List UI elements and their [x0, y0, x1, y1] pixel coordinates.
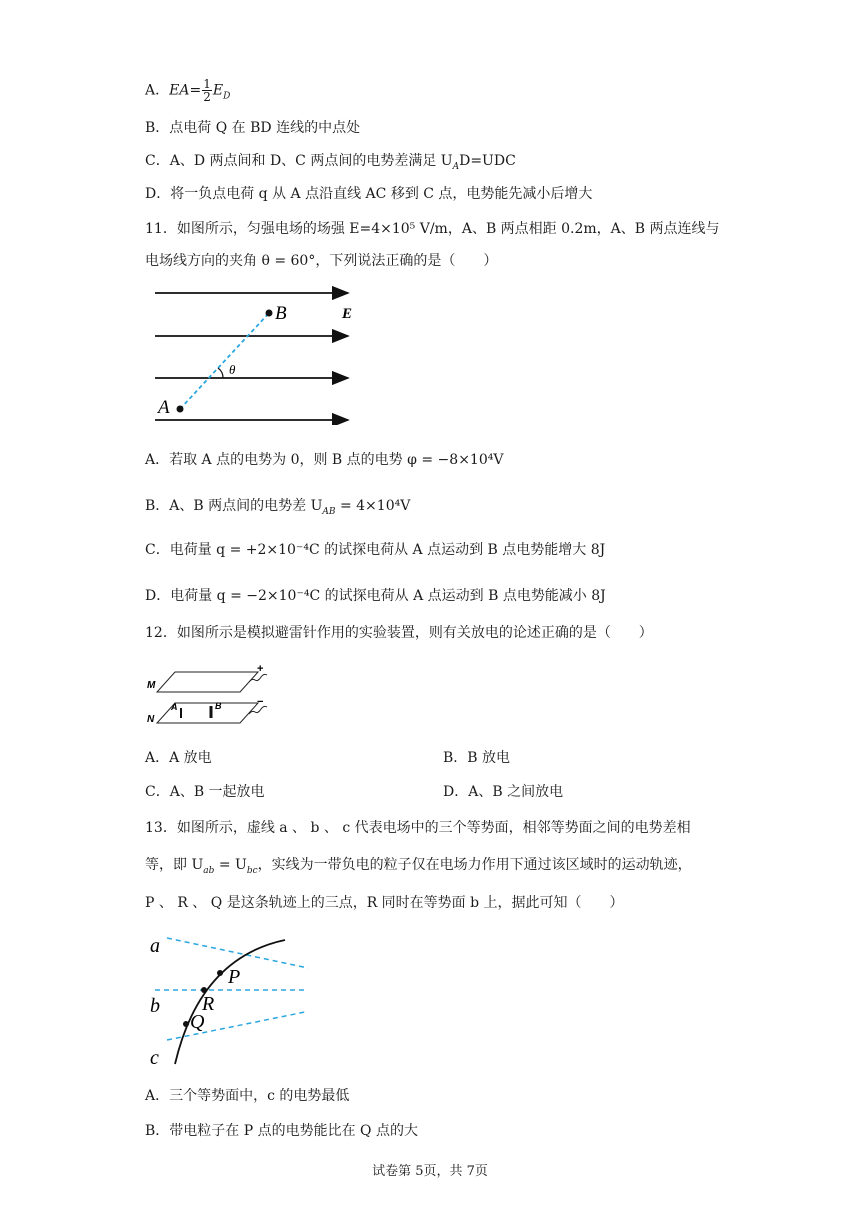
q12-stem: 12．如图所示是模拟避雷针作用的实验装置，则有关放电的论述正确的是（ ） [145, 625, 653, 641]
q10-option-b: B．点电荷 Q 在 BD 连线的中点处 [145, 120, 361, 136]
q10-option-a-subscript: D [223, 91, 231, 102]
q10-option-a-lhs: EA= [169, 82, 202, 99]
q13-stem-line1: 13．如图所示，虚线 a 、 b 、 c 代表电场中的三个等势面，相邻等势面之间的电势差相 [145, 820, 691, 836]
particle-trajectory [175, 940, 285, 1064]
label-b-surface: b [150, 995, 160, 1017]
q10-option-c-text: C．A、D 两点间和 D、C 两点间的电势差满足 U [145, 153, 453, 169]
label-q: Q [190, 1011, 205, 1033]
label-r: R [202, 993, 215, 1015]
q13-equipotential-diagram [145, 928, 320, 1068]
q10-option-a [145, 78, 230, 106]
q10-option-c [145, 151, 516, 177]
q11-stem-line1: 11．如图所示，匀强电场的场强 E=4×10⁵ V/m，A、B 两点相距 0.2m，A、B 两点连线与 [145, 221, 720, 237]
equipotential-a [167, 938, 308, 968]
q13-option-b: B．带电粒子在 P 点的电势能比在 Q 点的大 [145, 1123, 418, 1139]
wire-top [249, 674, 267, 682]
label-rod-b: B [215, 701, 222, 711]
label-minus: − [257, 696, 264, 708]
q11-field-diagram [150, 280, 365, 425]
page-footer: 试卷第 5页，共 7页 [372, 1164, 488, 1179]
label-theta: θ [229, 362, 236, 377]
theta-arc [218, 368, 223, 378]
point-a-dot [177, 406, 184, 413]
q10-option-d: D．将一负点电荷 q 从 A 点沿直线 AC 移到 C 点，电势能先减小后增大 [145, 186, 593, 202]
q10-option-a-fraction [202, 78, 212, 103]
label-n: N [147, 714, 155, 725]
label-c-surface: c [150, 1047, 159, 1068]
q13-stem-line2-post: ，实线为一带负电的粒子仅在电场力作用下通过该区域时的运动轨迹， [257, 857, 692, 873]
q12-option-c: C．A、B 一起放电 [145, 784, 265, 800]
q10-option-c-subscript: A [452, 161, 460, 172]
q11-stem-line2: 电场线方向的夹角 θ = 60°，下列说法正确的是（ ） [145, 253, 498, 269]
q13-subscript-ab: ab [203, 865, 215, 876]
label-m: M [147, 680, 156, 691]
q10-option-c-post: D=UDC [459, 153, 516, 169]
q11-option-c: C．电荷量 q = +2×10⁻⁴C 的试探电荷从 A 点运动到 B 点电势能增大 8J [145, 542, 606, 558]
point-q-dot [183, 1021, 189, 1027]
ab-dashed-line [180, 313, 269, 409]
label-rod-a: A [171, 702, 178, 712]
label-plus: + [257, 663, 264, 675]
label-e: E [342, 306, 353, 322]
q11-option-b-text: B．A、B 两点间的电势差 U [145, 498, 323, 514]
point-b-dot [266, 310, 273, 317]
q11-option-b [145, 496, 410, 522]
plate-m [157, 672, 258, 692]
q13-stem-line2-mid: = U [214, 857, 247, 873]
q13-option-a: A．三个等势面中，c 的电势最低 [145, 1088, 350, 1104]
q13-stem-line2-pre: 等，即 U [145, 857, 204, 873]
label-a: A [158, 397, 170, 418]
label-a-surface: a [150, 935, 160, 957]
q10-option-a-rhs: E [212, 82, 224, 99]
q11-option-b-subscript: AB [322, 506, 336, 517]
q12-option-b: B．B 放电 [443, 750, 511, 766]
q13-stem-line2 [145, 855, 692, 881]
q12-lightning-rod-diagram [143, 660, 273, 730]
q10-option-a-label: A． [145, 82, 170, 99]
fraction-numerator: 1 [203, 77, 211, 91]
q13-stem-line3: P 、 R 、 Q 是这条轨迹上的三点，R 同时在等势面 b 上，据此可知（ ） [145, 895, 624, 911]
point-p-dot [217, 970, 223, 976]
q13-subscript-bc: bc [246, 865, 258, 876]
q11-option-b-post: = 4×10⁴V [335, 498, 411, 514]
q11-option-a: A．若取 A 点的电势为 0，则 B 点的电势 φ = −8×10⁴V [145, 452, 504, 468]
fraction-denominator: 2 [203, 90, 211, 104]
label-b: B [275, 303, 287, 324]
q12-option-a: A．A 放电 [145, 750, 212, 766]
q11-option-d: D．电荷量 q = −2×10⁻⁴C 的试探电荷从 A 点运动到 B 点电势能减小 8J [145, 588, 606, 604]
q12-option-d: D．A、B 之间放电 [443, 784, 564, 800]
label-p: P [228, 966, 241, 988]
